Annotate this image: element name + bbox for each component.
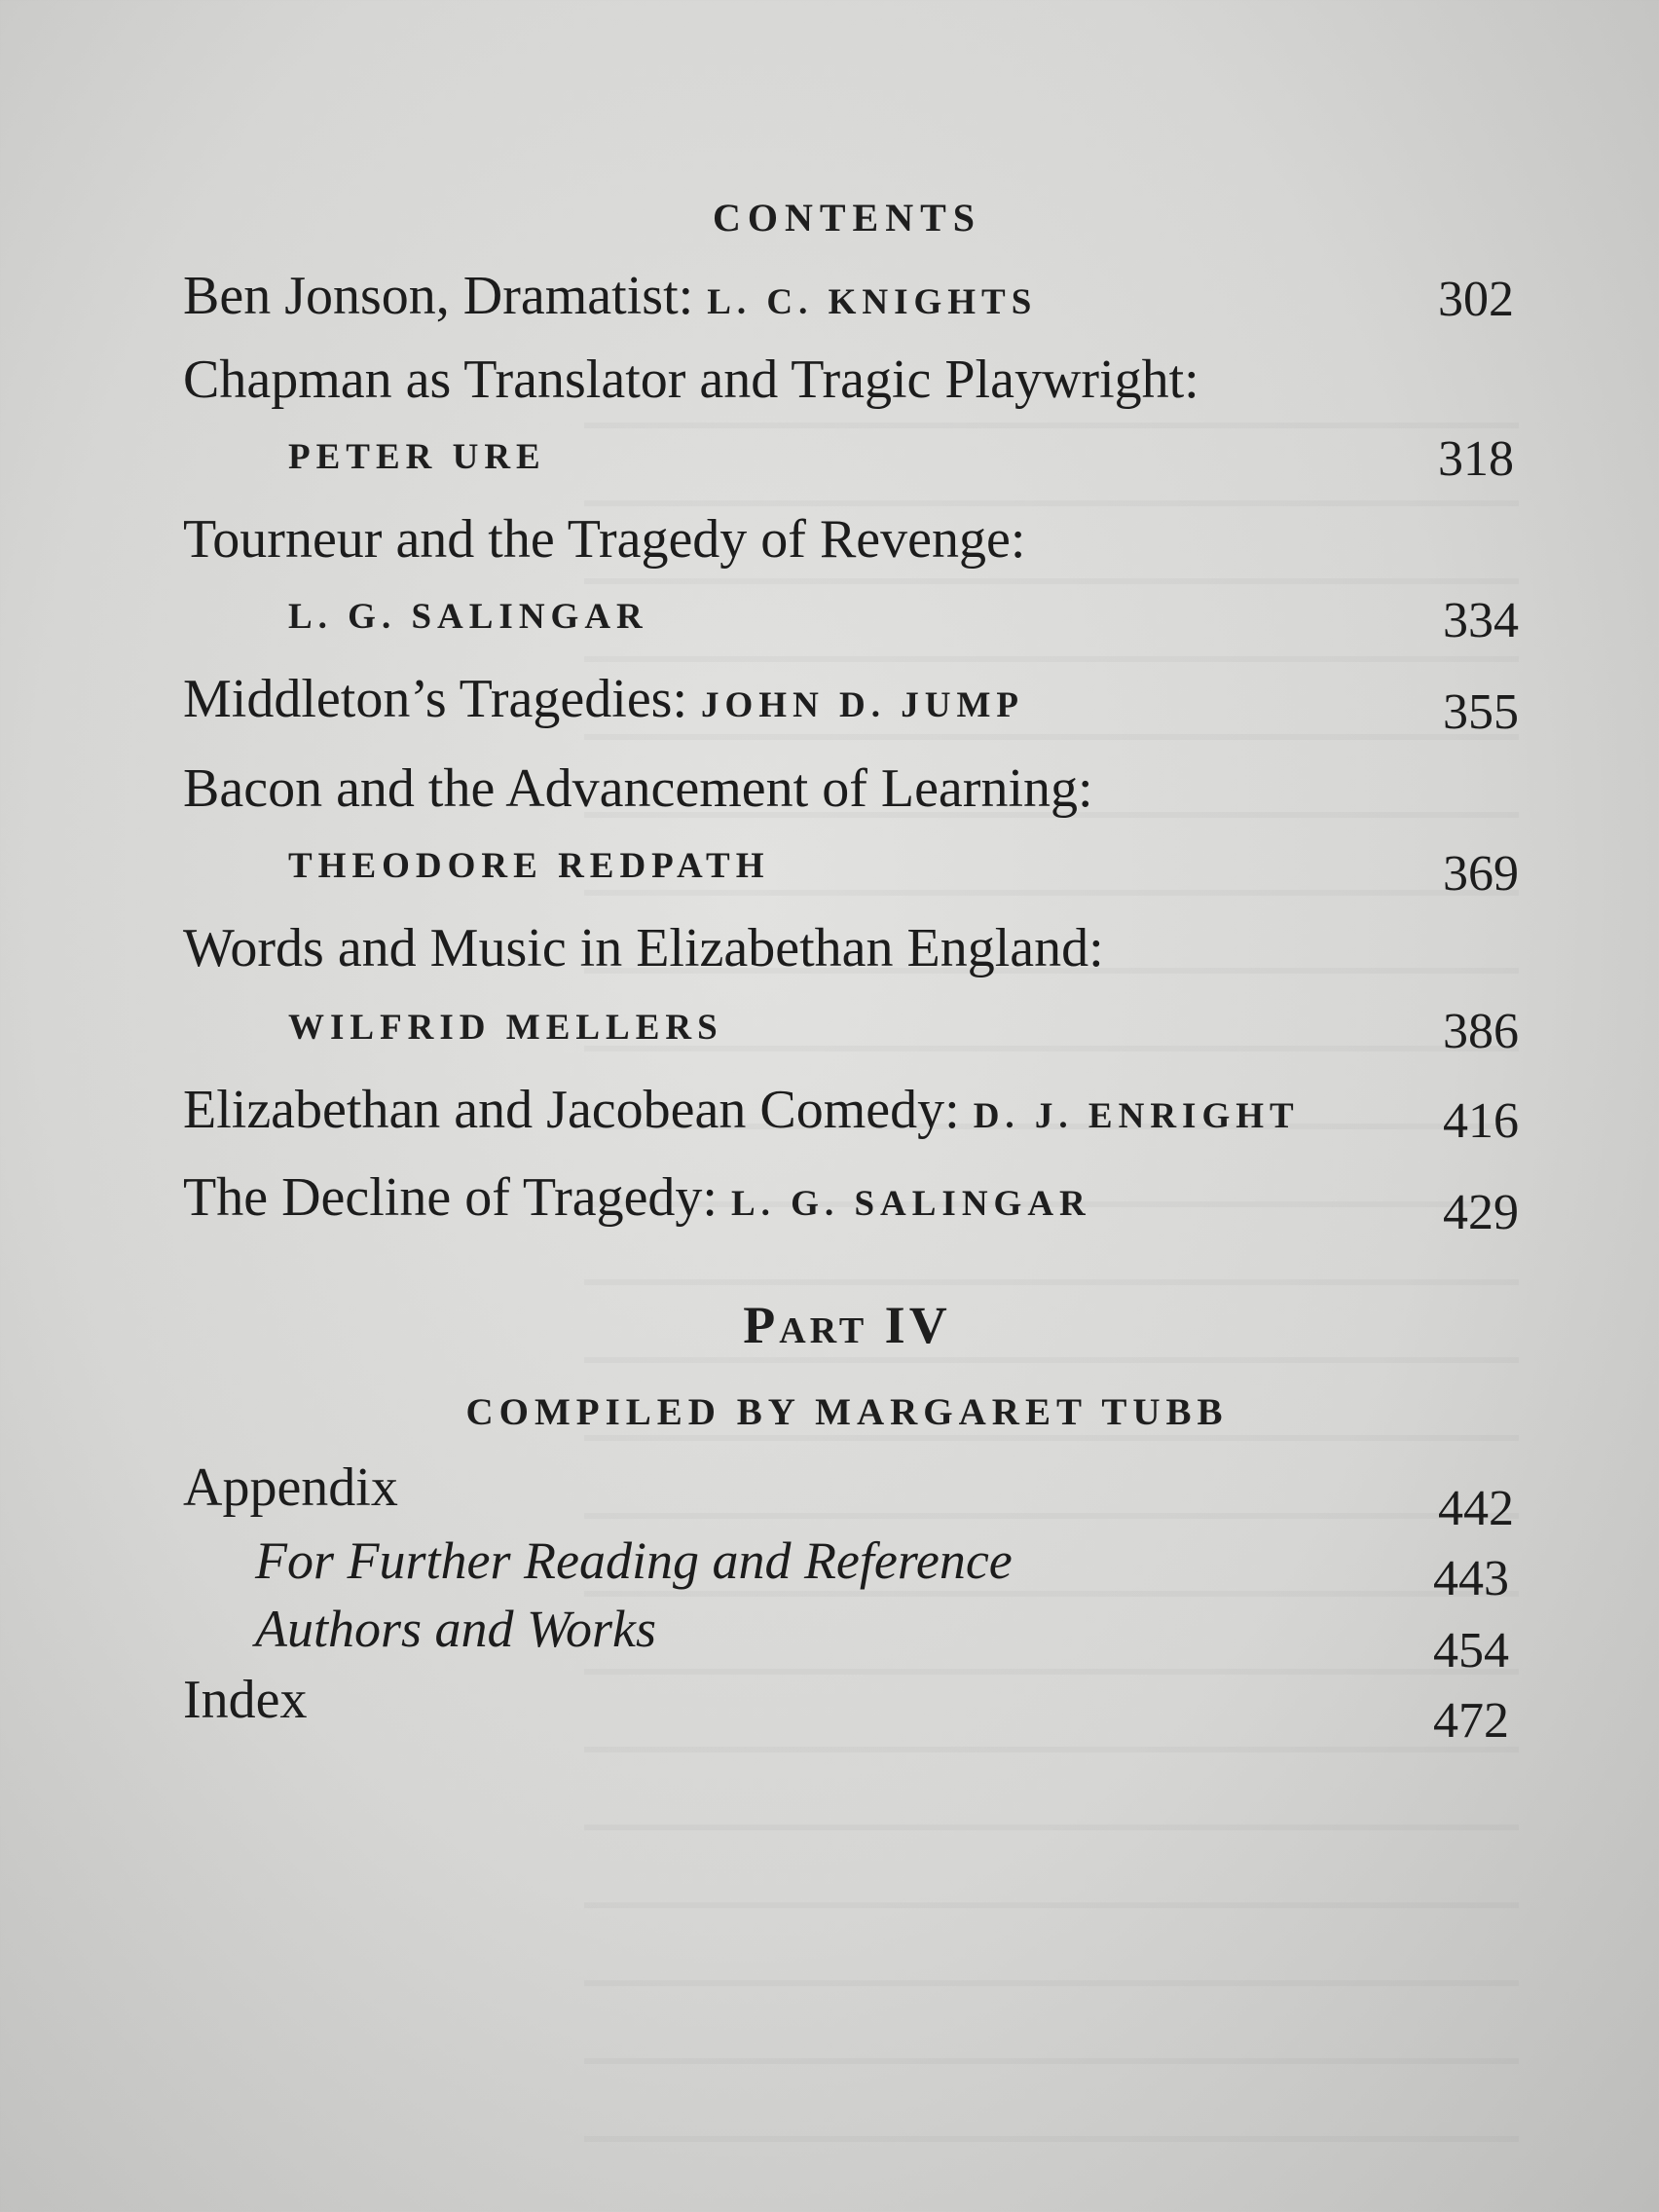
page-number: 369 — [1443, 846, 1519, 902]
entry-author: D. J. ENRIGHT — [973, 1096, 1300, 1136]
toc-entry-title: Bacon and the Advancement of Learning: — [183, 758, 1093, 819]
page-number: 386 — [1443, 1004, 1519, 1059]
toc-entry-title — [183, 668, 1024, 730]
page-number: 302 — [1438, 272, 1514, 327]
appendix-title: Appendix — [183, 1457, 398, 1518]
page-number: 416 — [1443, 1093, 1519, 1149]
compiled-by-heading: COMPILED BY MARGARET TUBB — [465, 1391, 1229, 1433]
page-number: 472 — [1433, 1693, 1509, 1749]
entry-title: Ben Jonson, Dramatist: — [183, 266, 694, 326]
entry-title: Middleton’s Tragedies: — [183, 669, 688, 729]
page-number: 443 — [1433, 1551, 1509, 1606]
page-number: 454 — [1433, 1623, 1509, 1678]
page-number: 429 — [1443, 1185, 1519, 1240]
entry-author: THEODORE REDPATH — [288, 846, 770, 886]
page-number: 318 — [1438, 431, 1514, 487]
part-heading: Part IV — [743, 1296, 951, 1354]
toc-entry-title — [183, 265, 1037, 327]
entry-author: PETER URE — [288, 437, 546, 477]
entry-title: Elizabethan and Jacobean Comedy: — [183, 1080, 960, 1140]
entry-author: L. G. SALINGAR — [288, 597, 648, 637]
toc-entry-title: Chapman as Translator and Tragic Playwright: — [183, 350, 1199, 410]
index-title: Index — [183, 1670, 308, 1730]
page-number: 355 — [1443, 684, 1519, 740]
toc-entry-title: Words and Music in Elizabethan England: — [183, 918, 1104, 978]
entry-author: JOHN D. JUMP — [701, 685, 1025, 725]
entry-author: L. G. SALINGAR — [730, 1184, 1091, 1224]
appendix-sub-entry: Authors and Works — [255, 1600, 657, 1658]
toc-entry-title — [183, 1166, 1091, 1229]
page-number: 334 — [1443, 593, 1519, 648]
contents-heading: CONTENTS — [712, 196, 982, 240]
appendix-sub-entry: For Further Reading and Reference — [255, 1531, 1013, 1590]
entry-author: L. C. KNIGHTS — [707, 282, 1038, 322]
toc-entry-title: Tourneur and the Tragedy of Revenge: — [183, 509, 1026, 570]
page-number: 442 — [1438, 1481, 1514, 1536]
toc-entry-title — [183, 1079, 1300, 1141]
show-through-text — [584, 350, 1519, 2200]
entry-author: WILFRID MELLERS — [288, 1008, 723, 1048]
entry-title: The Decline of Tragedy: — [183, 1167, 718, 1228]
